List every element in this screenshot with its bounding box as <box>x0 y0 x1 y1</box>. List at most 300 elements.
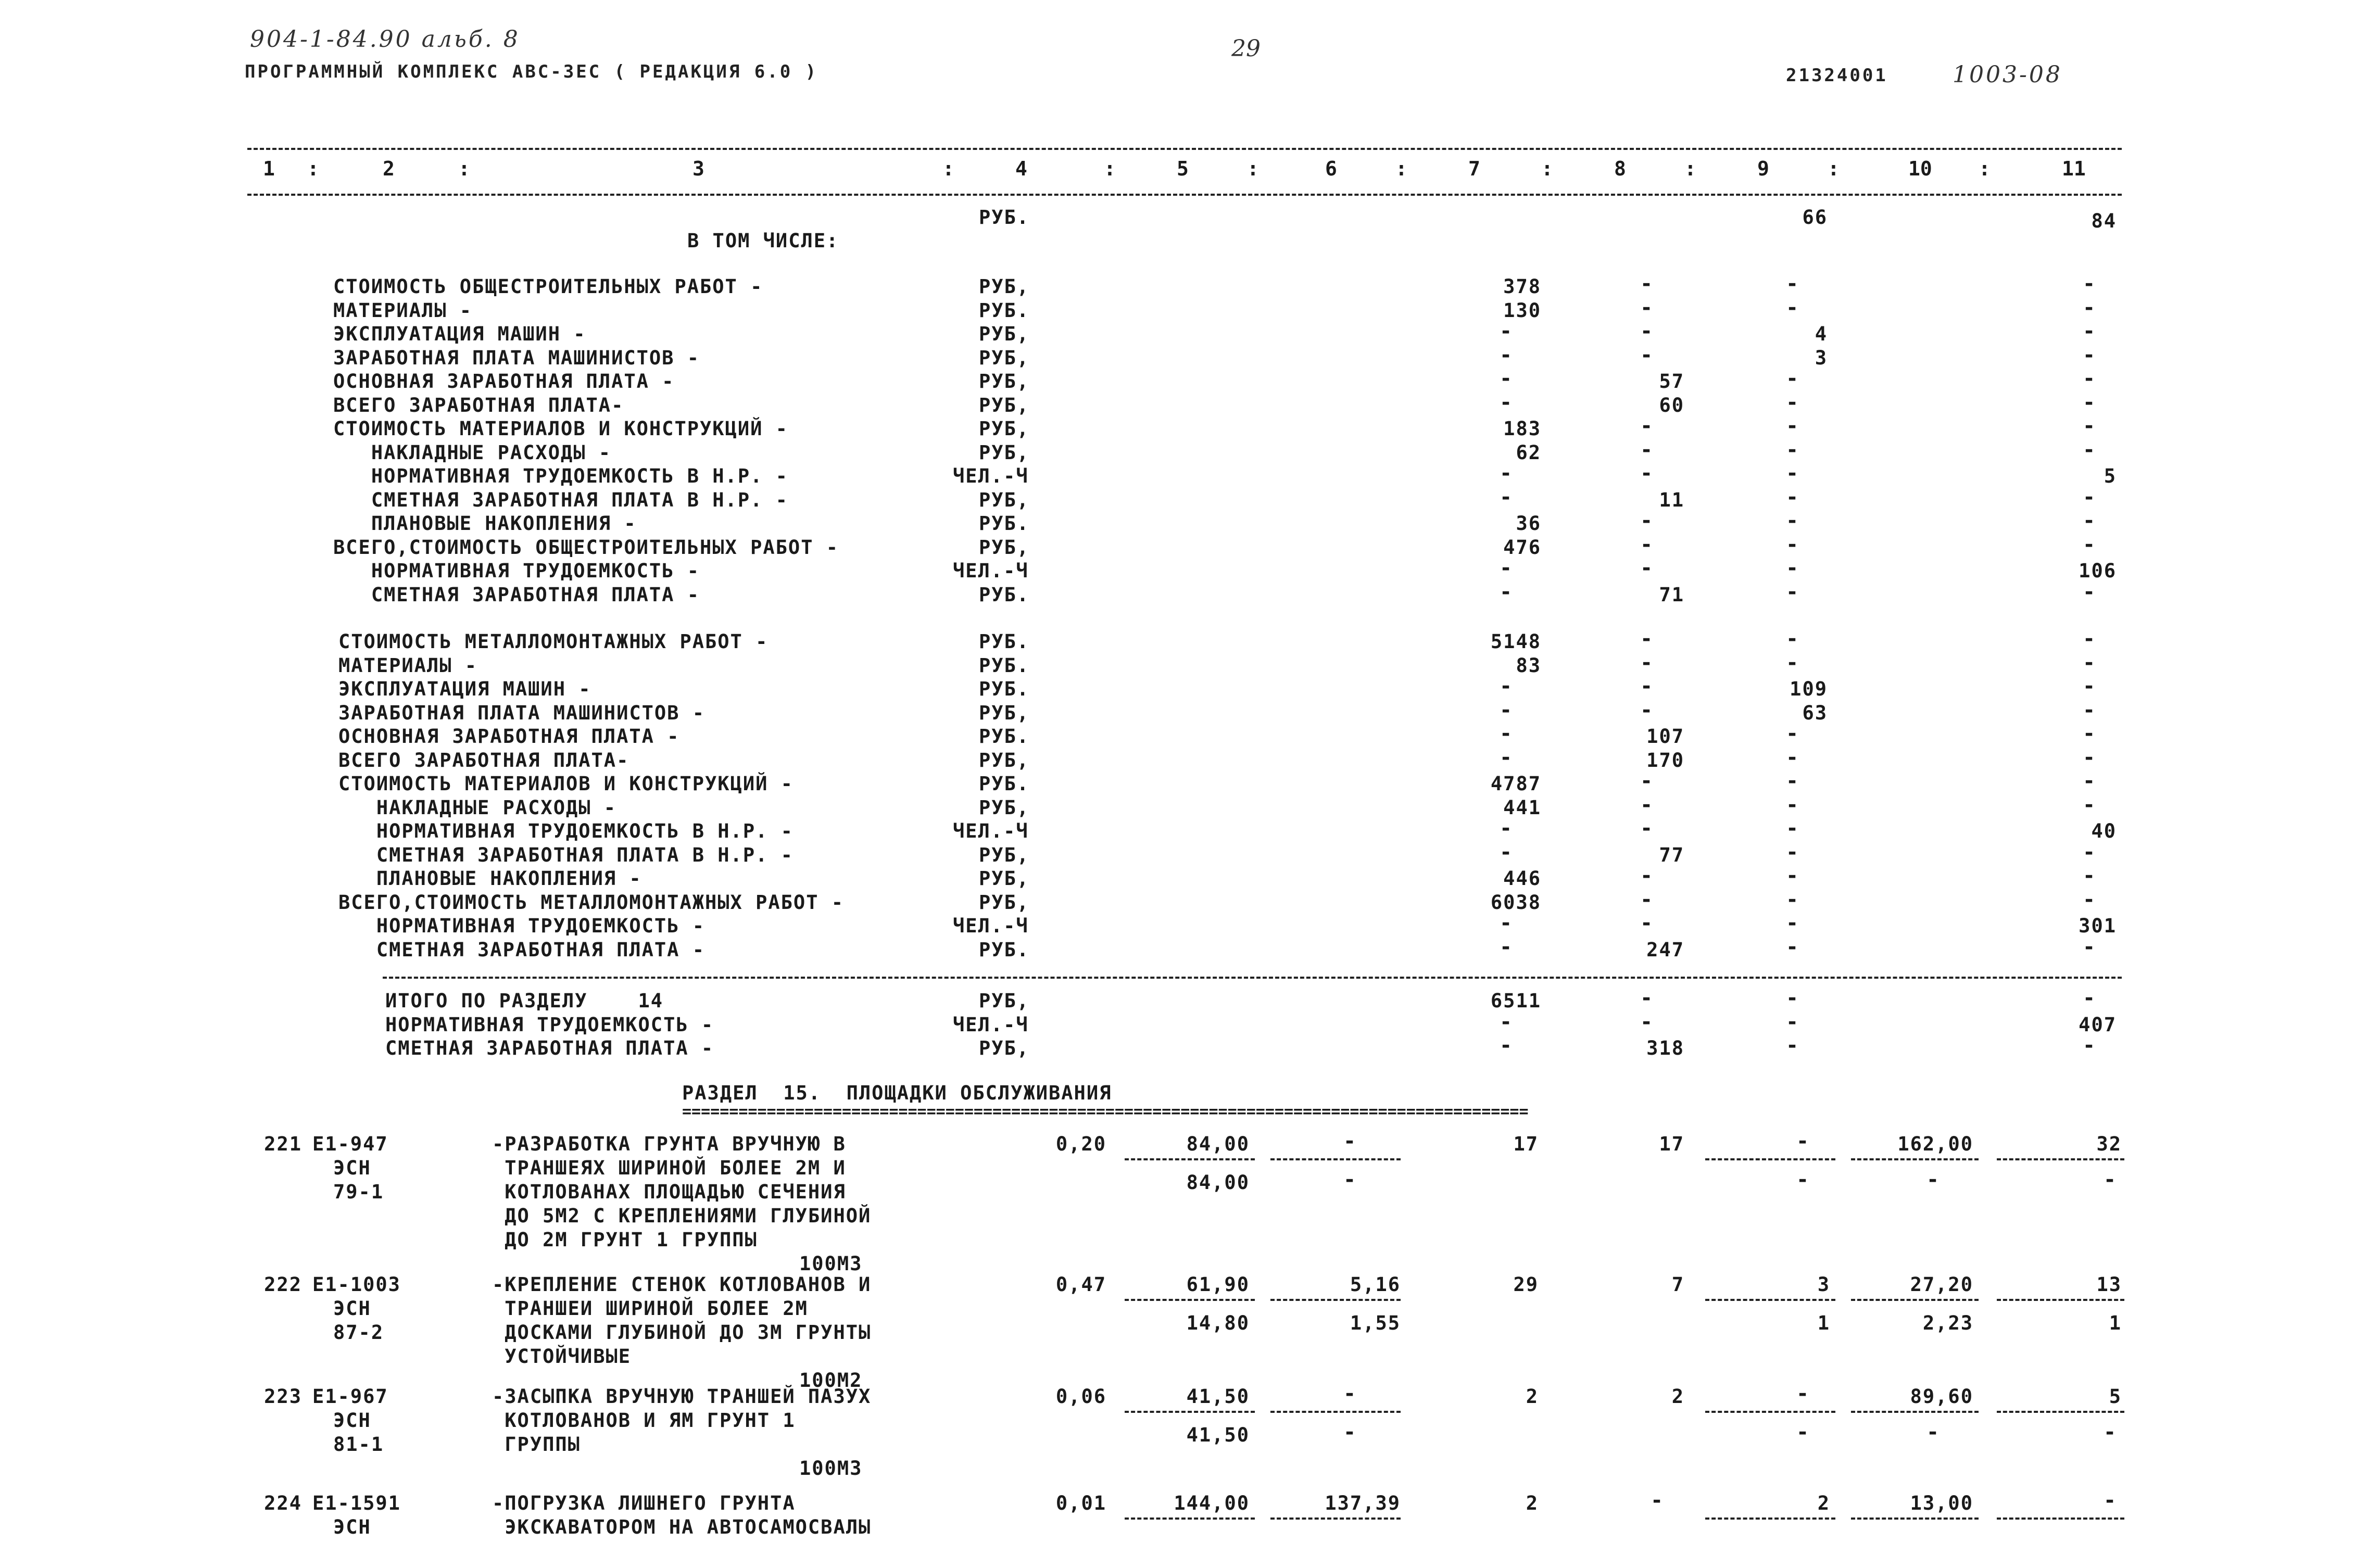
summary-unit: РУБ, <box>979 536 1030 559</box>
summary-label: ВСЕГО ЗАРАБОТНАЯ ПЛАТА- <box>333 394 624 416</box>
empty-dash: - <box>2083 792 2096 817</box>
empty-dash: - <box>2083 579 2096 604</box>
section-title: РАЗДЕЛ 15. ПЛОЩАДКИ ОБСЛУЖИВАНИЯ <box>682 1082 1112 1104</box>
cell-underline <box>1997 1518 2124 1520</box>
empty-dash: - <box>1786 769 1799 793</box>
summary-unit: РУБ, <box>979 867 1030 890</box>
item-unit: 100М3 <box>799 1253 863 1275</box>
empty-dash: - <box>1796 1168 1809 1192</box>
empty-dash: - <box>2083 887 2096 912</box>
column-separator: : <box>1684 157 1696 180</box>
empty-dash: - <box>1651 1488 1664 1512</box>
empty-dash: - <box>1926 1420 1940 1444</box>
empty-dash: - <box>1500 319 1513 343</box>
summary-label: СМЕТНАЯ ЗАРАБОТНАЯ ПЛАТА - <box>385 1037 714 1059</box>
cell-col10: 162,00 <box>1897 1133 1973 1155</box>
cell-col9: 3 <box>1817 1273 1830 1296</box>
empty-dash: - <box>1926 1168 1940 1192</box>
cell-col11: 84 <box>2091 210 2117 232</box>
empty-dash: - <box>1500 1009 1513 1034</box>
summary-unit: РУБ. <box>979 583 1030 606</box>
item-description: -ЗАСЫПКА ВРУЧНУЮ ТРАНШЕЙ ПАЗУХ <box>492 1385 872 1408</box>
empty-dash: - <box>1786 461 1799 485</box>
cell-col7: 29 <box>1513 1273 1539 1296</box>
empty-dash: - <box>1500 816 1513 840</box>
cell-col11: 32 <box>2096 1133 2122 1155</box>
empty-dash: - <box>1640 698 1653 722</box>
item-description: ЭКСКАВАТОРОМ НА АВТОСАМОСВАЛЫ <box>492 1516 872 1538</box>
summary-unit: РУБ, <box>979 990 1030 1012</box>
cell-machines: 137,39 <box>1325 1492 1401 1514</box>
cell-unit-price: 61,90 <box>1186 1273 1250 1296</box>
item-code-source: ЭСН <box>333 1409 371 1432</box>
empty-dash: - <box>1640 509 1653 533</box>
section-title-underline: ========================================================================================== <box>682 1103 1529 1121</box>
cell-underline <box>1705 1411 1835 1413</box>
empty-dash: - <box>2083 414 2096 438</box>
empty-dash: - <box>2104 1420 2117 1444</box>
empty-dash: - <box>1786 840 1799 864</box>
summary-unit: РУБ. <box>979 773 1030 795</box>
item-code-source: ЭСН <box>333 1297 371 1320</box>
cell-machines: 5,16 <box>1350 1273 1401 1296</box>
summary-label: ПЛАНОВЫЕ НАКОПЛЕНИЯ - <box>338 867 642 890</box>
cell-underline <box>1851 1411 1979 1413</box>
empty-dash: - <box>1786 887 1799 912</box>
cell-unit-price-wages: 84,00 <box>1186 1171 1250 1194</box>
empty-dash: - <box>1786 414 1799 438</box>
empty-dash: - <box>2083 532 2096 557</box>
empty-dash: - <box>1640 272 1653 296</box>
cell-underline <box>1270 1158 1401 1160</box>
cell-col8: 77 <box>1659 843 1684 866</box>
empty-dash: - <box>1500 579 1513 604</box>
cell-underline <box>1997 1299 2124 1301</box>
empty-dash: - <box>1640 461 1653 485</box>
item-code-ref: 81-1 <box>333 1433 384 1456</box>
cell-col7: 183 <box>1503 418 1541 440</box>
column-separator: : <box>1979 157 1991 180</box>
empty-dash: - <box>1500 745 1513 769</box>
empty-dash: - <box>1640 792 1653 817</box>
summary-label: СТОИМОСТЬ МАТЕРИАЛОВ И КОНСТРУКЦИЙ - <box>338 773 794 795</box>
summary-label: НАКЛАДНЫЕ РАСХОДЫ - <box>333 441 612 464</box>
summary-unit: ЧЕЛ.-Ч <box>953 560 1029 582</box>
summary-unit: РУБ, <box>979 796 1030 819</box>
column-header-9: 9 <box>1757 157 1769 180</box>
empty-dash: - <box>1343 1382 1356 1406</box>
empty-dash: - <box>1500 556 1513 580</box>
cell-col7: 36 <box>1516 512 1541 535</box>
item-description: ДОСКАМИ ГЛУБИНОЙ ДО 3М ГРУНТЫ <box>492 1321 872 1344</box>
empty-dash: - <box>2083 272 2096 296</box>
cell-col8: 2 <box>1671 1385 1684 1408</box>
cell-quantity: 0,06 <box>1055 1385 1106 1408</box>
cell-col11: 301 <box>2079 915 2117 937</box>
summary-unit: РУБ. <box>979 630 1030 653</box>
empty-dash: - <box>1640 911 1653 935</box>
item-code-source: ЭСН <box>333 1157 371 1179</box>
empty-dash: - <box>1786 485 1799 509</box>
empty-dash: - <box>2083 319 2096 343</box>
cell-col10-wages: 2,23 <box>1922 1312 1973 1334</box>
summary-unit: РУБ. <box>979 512 1030 535</box>
item-code-ref: 87-2 <box>333 1321 384 1344</box>
column-header-8: 8 <box>1614 157 1626 180</box>
unit: РУБ. <box>979 206 1030 229</box>
empty-dash: - <box>2083 722 2096 745</box>
empty-dash: - <box>1640 816 1653 840</box>
item-description: ТРАНШЕЯХ ШИРИНОЙ БОЛЕЕ 2М И <box>492 1157 846 1179</box>
column-separator: : <box>1541 157 1553 180</box>
cell-col11: 5 <box>2109 1385 2122 1408</box>
empty-dash: - <box>1640 650 1653 675</box>
cell-col9: 2 <box>1817 1492 1830 1514</box>
cell-underline <box>1270 1299 1401 1301</box>
cell-underline <box>1125 1411 1255 1413</box>
empty-dash: - <box>1500 485 1513 509</box>
cell-machines-wages: 1,55 <box>1350 1312 1401 1334</box>
item-description: ТРАНШЕИ ШИРИНОЙ БОЛЕЕ 2М <box>492 1297 808 1320</box>
empty-dash: - <box>1786 934 1799 959</box>
cell-unit-price: 41,50 <box>1186 1385 1250 1408</box>
cell-underline <box>1705 1158 1835 1160</box>
summary-unit: РУБ, <box>979 843 1030 866</box>
empty-dash: - <box>1786 295 1799 320</box>
summary-label: МАТЕРИАЛЫ - <box>338 654 478 677</box>
column-header-1: 1 <box>263 157 275 180</box>
empty-dash: - <box>1786 722 1799 745</box>
cell-col11: 5 <box>2104 465 2117 487</box>
summary-label: СМЕТНАЯ ЗАРАБОТНАЯ ПЛАТА В Н.Р. - <box>333 488 788 511</box>
column-separator: : <box>1828 157 1840 180</box>
empty-dash: - <box>1786 532 1799 557</box>
summary-unit: ЧЕЛ.-Ч <box>953 820 1029 842</box>
summary-unit: РУБ, <box>979 488 1030 511</box>
empty-dash: - <box>2083 934 2096 959</box>
item-unit: 100М2 <box>799 1369 863 1392</box>
empty-dash: - <box>1500 366 1513 390</box>
summary-unit: РУБ, <box>979 418 1030 440</box>
summary-label: СМЕТНАЯ ЗАРАБОТНАЯ ПЛАТА - <box>333 583 700 606</box>
cell-underline <box>1270 1518 1401 1520</box>
item-number: 221 <box>264 1133 302 1155</box>
empty-dash: - <box>1500 698 1513 722</box>
cell-col10: 27,20 <box>1910 1273 1973 1296</box>
empty-dash: - <box>1500 461 1513 485</box>
cell-underline <box>1851 1158 1979 1160</box>
column-header-7: 7 <box>1468 157 1480 180</box>
summary-label: ВСЕГО,СТОИМОСТЬ ОБЩЕСТРОИТЕЛЬНЫХ РАБОТ - <box>333 536 839 559</box>
item-description: -ПОГРУЗКА ЛИШНЕГО ГРУНТА <box>492 1492 796 1514</box>
empty-dash: - <box>2083 745 2096 769</box>
summary-label: ОСНОВНАЯ ЗАРАБОТНАЯ ПЛАТА - <box>333 370 675 393</box>
empty-dash: - <box>1786 272 1799 296</box>
empty-dash: - <box>2083 485 2096 509</box>
cell-underline <box>1125 1158 1255 1160</box>
summary-unit: РУБ, <box>979 749 1030 772</box>
empty-dash: - <box>1786 509 1799 533</box>
cell-col11-wages: 1 <box>2109 1312 2122 1334</box>
summary-label: СТОИМОСТЬ ОБЩЕСТРОИТЕЛЬНЫХ РАБОТ - <box>333 275 763 298</box>
cell-col7: 4787 <box>1490 773 1541 795</box>
item-description: УСТОЙЧИВЫЕ <box>492 1345 632 1368</box>
item-code: Е1-1591 <box>312 1492 401 1514</box>
cell-underline <box>1705 1299 1835 1301</box>
empty-dash: - <box>2083 840 2096 864</box>
empty-dash: - <box>1786 816 1799 840</box>
empty-dash: - <box>2083 627 2096 651</box>
cell-col9-wages: 1 <box>1817 1312 1830 1334</box>
cell-unit-price: 84,00 <box>1186 1133 1250 1155</box>
summary-unit: РУБ, <box>979 346 1030 369</box>
cell-col8: 247 <box>1646 938 1684 961</box>
summary-label: НОРМАТИВНАЯ ТРУДОЕМКОСТЬ - <box>385 1013 714 1036</box>
column-separator: : <box>458 157 470 180</box>
empty-dash: - <box>2083 295 2096 320</box>
cell-underline <box>1270 1411 1401 1413</box>
empty-dash: - <box>1786 390 1799 414</box>
summary-unit: РУБ. <box>979 299 1030 322</box>
empty-dash: - <box>1500 674 1513 698</box>
empty-dash: - <box>1343 1129 1356 1153</box>
empty-dash: - <box>2083 698 2096 722</box>
summary-label: НОРМАТИВНАЯ ТРУДОЕМКОСТЬ В Н.Р. - <box>338 820 794 842</box>
item-code: Е1-947 <box>312 1133 388 1155</box>
summary-label: ЭКСПЛУАТАЦИЯ МАШИН - <box>333 323 586 345</box>
column-header-6: 6 <box>1325 157 1337 180</box>
summary-label: СМЕТНАЯ ЗАРАБОТНАЯ ПЛАТА В Н.Р. - <box>338 843 794 866</box>
empty-dash: - <box>1640 674 1653 698</box>
cell-col8: 57 <box>1659 370 1684 393</box>
empty-dash: - <box>2083 674 2096 698</box>
empty-dash: - <box>1500 343 1513 367</box>
cell-underline <box>1125 1518 1255 1520</box>
cell-col7: 2 <box>1526 1492 1539 1514</box>
cell-col9: 63 <box>1802 701 1828 724</box>
empty-dash: - <box>1500 911 1513 935</box>
summary-label: ИТОГО ПО РАЗДЕЛУ 14 <box>385 990 664 1012</box>
summary-label: СТОИМОСТЬ МАТЕРИАЛОВ И КОНСТРУКЦИЙ - <box>333 418 788 440</box>
cell-quantity: 0,47 <box>1055 1273 1106 1296</box>
empty-dash: - <box>1786 437 1799 462</box>
doc-code: 21324001 <box>1786 65 1888 86</box>
item-description: ДО 5М2 С КРЕПЛЕНИЯМИ ГЛУБИНОЙ <box>492 1205 872 1227</box>
empty-dash: - <box>1640 627 1653 651</box>
column-header-11: 11 <box>2062 157 2086 180</box>
cell-underline <box>1125 1299 1255 1301</box>
cell-underline <box>1851 1518 1979 1520</box>
cell-col8: 170 <box>1646 749 1684 772</box>
column-header-2: 2 <box>383 157 395 180</box>
summary-unit: РУБ, <box>979 441 1030 464</box>
empty-dash: - <box>1640 986 1653 1010</box>
empty-dash: - <box>2083 509 2096 533</box>
cell-quantity: 0,20 <box>1055 1133 1106 1155</box>
subheading: В ТОМ ЧИСЛЕ: <box>687 230 839 252</box>
empty-dash: - <box>1640 1009 1653 1034</box>
cell-quantity: 0,01 <box>1055 1492 1106 1514</box>
item-description: ГРУППЫ <box>492 1433 581 1456</box>
empty-dash: - <box>1786 556 1799 580</box>
cell-col7: 446 <box>1503 867 1541 890</box>
item-unit: 100М3 <box>799 1457 863 1480</box>
program-title: ПРОГРАММНЫЙ КОМПЛЕКС АВС-3ЕС ( РЕДАКЦИЯ 6.0 ) <box>245 61 818 82</box>
cell-col8: 107 <box>1646 725 1684 748</box>
cell-col11: 13 <box>2096 1273 2122 1296</box>
cell-col7: 17 <box>1513 1133 1539 1155</box>
empty-dash: - <box>2083 437 2096 462</box>
summary-label: НАКЛАДНЫЕ РАСХОДЫ - <box>338 796 617 819</box>
header-rule-top <box>247 148 2122 150</box>
column-separator: : <box>1104 157 1116 180</box>
summary-label: ВСЕГО ЗАРАБОТНАЯ ПЛАТА- <box>338 749 629 772</box>
summary-label: МАТЕРИАЛЫ - <box>333 299 473 322</box>
empty-dash: - <box>1343 1168 1356 1192</box>
empty-dash: - <box>1786 911 1799 935</box>
cell-col7: 62 <box>1516 441 1541 464</box>
empty-dash: - <box>1786 627 1799 651</box>
cell-col7: 476 <box>1503 536 1541 559</box>
empty-dash: - <box>2083 366 2096 390</box>
empty-dash: - <box>1640 887 1653 912</box>
item-description: -РАЗРАБОТКА ГРУНТА ВРУЧНУЮ В <box>492 1133 846 1155</box>
summary-label: ВСЕГО,СТОИМОСТЬ МЕТАЛЛОМОНТАЖНЫХ РАБОТ - <box>338 891 845 914</box>
empty-dash: - <box>2104 1488 2117 1512</box>
summary-unit: ЧЕЛ.-Ч <box>953 465 1029 487</box>
cell-col7: 378 <box>1503 275 1541 298</box>
summary-unit: РУБ, <box>979 891 1030 914</box>
summary-unit: РУБ. <box>979 725 1030 748</box>
item-code-ref: 79-1 <box>333 1181 384 1203</box>
handwritten-doc-ref: 904-1-84.90 альб. 8 <box>250 26 520 53</box>
column-header-4: 4 <box>1015 157 1027 180</box>
cell-col11: 40 <box>2091 820 2117 842</box>
empty-dash: - <box>2083 390 2096 414</box>
summary-label: ЗАРАБОТНАЯ ПЛАТА МАШИНИСТОВ - <box>333 346 700 369</box>
cell-col11: 407 <box>2079 1013 2117 1036</box>
summary-unit: РУБ, <box>979 323 1030 345</box>
empty-dash: - <box>2083 986 2096 1010</box>
cell-col8: 60 <box>1659 394 1684 416</box>
empty-dash: - <box>1343 1420 1356 1444</box>
page-number: 29 <box>1231 35 1261 62</box>
empty-dash: - <box>1640 437 1653 462</box>
summary-unit: РУБ. <box>979 654 1030 677</box>
empty-dash: - <box>1500 722 1513 745</box>
empty-dash: - <box>1500 840 1513 864</box>
cell-col9: 109 <box>1790 678 1828 700</box>
summary-unit: РУБ, <box>979 370 1030 393</box>
column-header-5: 5 <box>1177 157 1189 180</box>
summary-unit: РУБ, <box>979 275 1030 298</box>
item-description: -КРЕПЛЕНИЕ СТЕНОК КОТЛОВАНОВ И <box>492 1273 872 1296</box>
cell-unit-price-wages: 14,80 <box>1186 1312 1250 1334</box>
empty-dash: - <box>1796 1382 1809 1406</box>
summary-label: СТОИМОСТЬ МЕТАЛЛОМОНТАЖНЫХ РАБОТ - <box>338 630 769 653</box>
summary-label: НОРМАТИВНАЯ ТРУДОЕМКОСТЬ В Н.Р. - <box>333 465 788 487</box>
item-number: 223 <box>264 1385 302 1408</box>
summary-label: СМЕТНАЯ ЗАРАБОТНАЯ ПЛАТА - <box>338 938 706 961</box>
item-description: КОТЛОВАНОВ И ЯМ ГРУНТ 1 <box>492 1409 796 1432</box>
empty-dash: - <box>1786 745 1799 769</box>
cell-col7: 441 <box>1503 796 1541 819</box>
cell-col8: 318 <box>1646 1037 1684 1059</box>
summary-unit: РУБ, <box>979 394 1030 416</box>
item-code-source: ЭСН <box>333 1516 371 1538</box>
handwritten-code: 1003-08 <box>1953 61 2062 88</box>
empty-dash: - <box>1786 579 1799 604</box>
column-separator: : <box>307 157 319 180</box>
empty-dash: - <box>2104 1168 2117 1192</box>
empty-dash: - <box>2083 864 2096 888</box>
empty-dash: - <box>2083 343 2096 367</box>
column-header-10: 10 <box>1908 157 1932 180</box>
cell-underline <box>1997 1411 2124 1413</box>
item-code: Е1-1003 <box>312 1273 401 1296</box>
empty-dash: - <box>1640 556 1653 580</box>
empty-dash: - <box>1786 650 1799 675</box>
summary-label: НОРМАТИВНАЯ ТРУДОЕМКОСТЬ - <box>333 560 700 582</box>
cell-unit-price-wages: 41,50 <box>1186 1424 1250 1446</box>
empty-dash: - <box>1500 934 1513 959</box>
empty-dash: - <box>1500 390 1513 414</box>
item-description: ДО 2М ГРУНТ 1 ГРУППЫ <box>492 1229 758 1251</box>
column-separator: : <box>942 157 954 180</box>
empty-dash: - <box>1640 532 1653 557</box>
summary-unit: РУБ. <box>979 678 1030 700</box>
column-separator: : <box>1247 157 1259 180</box>
summary-label: ЗАРАБОТНАЯ ПЛАТА МАШИНИСТОВ - <box>338 701 706 724</box>
cell-col11: 106 <box>2079 560 2117 582</box>
empty-dash: - <box>2083 769 2096 793</box>
empty-dash: - <box>1796 1420 1809 1444</box>
empty-dash: - <box>1786 986 1799 1010</box>
header-rule-bottom <box>247 194 2122 196</box>
cell-col9: 66 <box>1802 206 1828 229</box>
empty-dash: - <box>1786 1009 1799 1034</box>
cell-underline <box>1997 1158 2124 1160</box>
cell-col8: 11 <box>1659 488 1684 511</box>
item-number: 222 <box>264 1273 302 1296</box>
summary-unit: ЧЕЛ.-Ч <box>953 915 1029 937</box>
column-header-3: 3 <box>692 157 704 180</box>
column-separator: : <box>1395 157 1407 180</box>
cell-col7: 5148 <box>1490 630 1541 653</box>
empty-dash: - <box>1640 343 1653 367</box>
empty-dash: - <box>2083 1033 2096 1057</box>
empty-dash: - <box>1640 414 1653 438</box>
cell-col9: 3 <box>1815 346 1828 369</box>
cell-col9: 4 <box>1815 323 1828 345</box>
empty-dash: - <box>1640 864 1653 888</box>
empty-dash: - <box>2083 650 2096 675</box>
summary-label: ОСНОВНАЯ ЗАРАБОТНАЯ ПЛАТА - <box>338 725 680 748</box>
item-code: Е1-967 <box>312 1385 388 1408</box>
item-description: КОТЛОВАНАХ ПЛОЩАДЬЮ СЕЧЕНИЯ <box>492 1181 846 1203</box>
cell-col7: 2 <box>1526 1385 1539 1408</box>
cell-col10: 89,60 <box>1910 1385 1973 1408</box>
empty-dash: - <box>1640 319 1653 343</box>
empty-dash: - <box>1786 792 1799 817</box>
cell-col8: 71 <box>1659 583 1684 606</box>
cell-col7: 83 <box>1516 654 1541 677</box>
cell-col10: 13,00 <box>1910 1492 1973 1514</box>
summary-label: ЭКСПЛУАТАЦИЯ МАШИН - <box>338 678 591 700</box>
empty-dash: - <box>1796 1129 1809 1153</box>
summary-unit: ЧЕЛ.-Ч <box>953 1013 1029 1036</box>
summary-label: НОРМАТИВНАЯ ТРУДОЕМКОСТЬ - <box>338 915 706 937</box>
